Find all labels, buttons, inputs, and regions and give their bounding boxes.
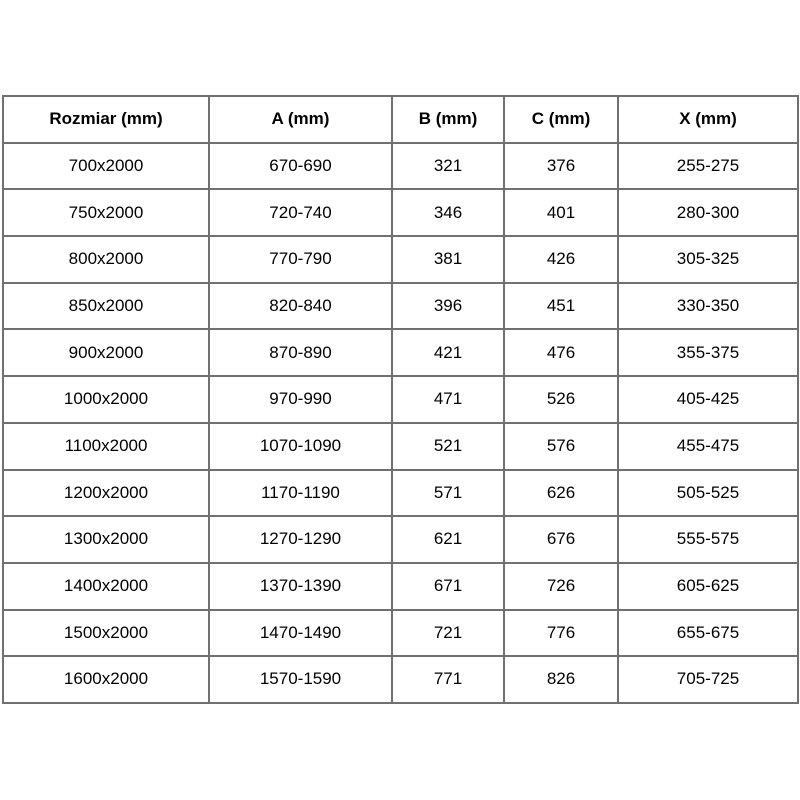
table-cell: 671 bbox=[392, 563, 504, 610]
table-cell: 451 bbox=[504, 283, 618, 330]
col-header-x: X (mm) bbox=[618, 96, 798, 143]
table-cell: 826 bbox=[504, 656, 618, 703]
table-cell: 726 bbox=[504, 563, 618, 610]
table-cell: 1600x2000 bbox=[3, 656, 209, 703]
table-cell: 255-275 bbox=[618, 143, 798, 190]
table-cell: 321 bbox=[392, 143, 504, 190]
table-cell: 405-425 bbox=[618, 376, 798, 423]
table-row bbox=[3, 189, 798, 236]
table-cell: 555-575 bbox=[618, 516, 798, 563]
col-header-b: B (mm) bbox=[392, 96, 504, 143]
table-row bbox=[3, 470, 798, 517]
table-cell: 720-740 bbox=[209, 189, 392, 236]
table-cell: 381 bbox=[392, 236, 504, 283]
table-cell: 1470-1490 bbox=[209, 610, 392, 657]
col-header-c: C (mm) bbox=[504, 96, 618, 143]
table-cell: 1270-1290 bbox=[209, 516, 392, 563]
table-cell: 505-525 bbox=[618, 470, 798, 517]
table-row bbox=[3, 283, 798, 330]
table-cell: 1200x2000 bbox=[3, 470, 209, 517]
table-cell: 970-990 bbox=[209, 376, 392, 423]
table-cell: 1000x2000 bbox=[3, 376, 209, 423]
table-cell: 346 bbox=[392, 189, 504, 236]
table-cell: 776 bbox=[504, 610, 618, 657]
table-row bbox=[3, 516, 798, 563]
table-cell: 1070-1090 bbox=[209, 423, 392, 470]
table-cell: 870-890 bbox=[209, 329, 392, 376]
table-cell: 750x2000 bbox=[3, 189, 209, 236]
table-cell: 376 bbox=[504, 143, 618, 190]
table-cell: 655-675 bbox=[618, 610, 798, 657]
header-row bbox=[3, 96, 798, 143]
table-row bbox=[3, 563, 798, 610]
table-cell: 820-840 bbox=[209, 283, 392, 330]
table-cell: 305-325 bbox=[618, 236, 798, 283]
table-cell: 670-690 bbox=[209, 143, 392, 190]
table-cell: 1370-1390 bbox=[209, 563, 392, 610]
table-cell: 396 bbox=[392, 283, 504, 330]
table-cell: 426 bbox=[504, 236, 618, 283]
table-cell: 605-625 bbox=[618, 563, 798, 610]
table-cell: 705-725 bbox=[618, 656, 798, 703]
table-cell: 1100x2000 bbox=[3, 423, 209, 470]
table-cell: 471 bbox=[392, 376, 504, 423]
table-row bbox=[3, 143, 798, 190]
table-cell: 676 bbox=[504, 516, 618, 563]
table-cell: 770-790 bbox=[209, 236, 392, 283]
table-cell: 355-375 bbox=[618, 329, 798, 376]
table-cell: 1300x2000 bbox=[3, 516, 209, 563]
table-cell: 280-300 bbox=[618, 189, 798, 236]
table-cell: 1500x2000 bbox=[3, 610, 209, 657]
table-row bbox=[3, 656, 798, 703]
table-cell: 476 bbox=[504, 329, 618, 376]
table-cell: 1570-1590 bbox=[209, 656, 392, 703]
size-table bbox=[2, 95, 799, 704]
table-cell: 850x2000 bbox=[3, 283, 209, 330]
table-row bbox=[3, 610, 798, 657]
col-header-a: A (mm) bbox=[209, 96, 392, 143]
table-cell: 700x2000 bbox=[3, 143, 209, 190]
table-cell: 900x2000 bbox=[3, 329, 209, 376]
col-header-rozmiar: Rozmiar (mm) bbox=[3, 96, 209, 143]
table-cell: 800x2000 bbox=[3, 236, 209, 283]
table-cell: 721 bbox=[392, 610, 504, 657]
table-cell: 1170-1190 bbox=[209, 470, 392, 517]
table-cell: 571 bbox=[392, 470, 504, 517]
table-row bbox=[3, 329, 798, 376]
table-cell: 626 bbox=[504, 470, 618, 517]
table-cell: 330-350 bbox=[618, 283, 798, 330]
table-cell: 621 bbox=[392, 516, 504, 563]
table-cell: 455-475 bbox=[618, 423, 798, 470]
table-row bbox=[3, 423, 798, 470]
table-cell: 1400x2000 bbox=[3, 563, 209, 610]
table-cell: 771 bbox=[392, 656, 504, 703]
table-row bbox=[3, 236, 798, 283]
table-cell: 421 bbox=[392, 329, 504, 376]
table-row bbox=[3, 376, 798, 423]
table-cell: 526 bbox=[504, 376, 618, 423]
table-cell: 521 bbox=[392, 423, 504, 470]
table-cell: 576 bbox=[504, 423, 618, 470]
table-cell: 401 bbox=[504, 189, 618, 236]
size-table-body bbox=[3, 143, 798, 703]
